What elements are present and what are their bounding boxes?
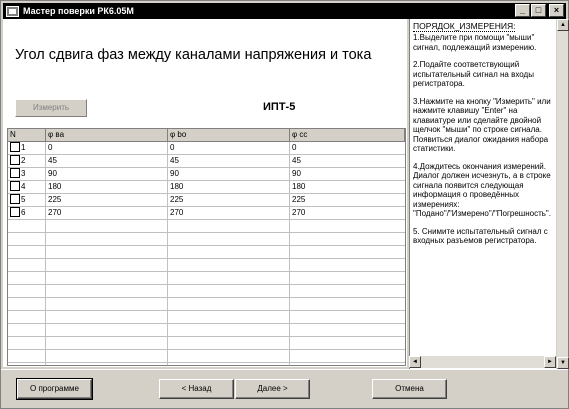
row-number-cell (8, 155, 46, 168)
empty-cell (8, 311, 46, 324)
empty-table-row[interactable] (8, 337, 405, 350)
table-row[interactable] (8, 168, 405, 181)
empty-cell (290, 298, 405, 311)
empty-table-row[interactable] (8, 350, 405, 363)
empty-cell (168, 233, 290, 246)
row-number: 2 (21, 156, 26, 165)
empty-cell (168, 324, 290, 337)
empty-cell (290, 272, 405, 285)
empty-table-row[interactable] (8, 272, 405, 285)
row-checkbox[interactable] (10, 194, 20, 204)
measure-button[interactable]: Измерить (15, 99, 87, 117)
row-checkbox[interactable] (10, 142, 20, 152)
phase-value-cell: 180 (292, 182, 306, 191)
row-number: 5 (21, 195, 26, 204)
phase-value-cell: 270 (46, 207, 168, 220)
empty-cell (290, 324, 405, 337)
empty-cell (46, 272, 168, 285)
column-header-phi-c[interactable]: φ cc (290, 129, 405, 142)
empty-cell (46, 350, 168, 363)
window-title: Мастер поверки РК6.05М (23, 6, 134, 16)
scroll-left-icon[interactable]: ◄ (409, 356, 421, 368)
empty-cell (290, 220, 405, 233)
empty-table-row[interactable] (8, 363, 405, 366)
help-horizontal-scrollbar[interactable] (409, 356, 556, 368)
page-title: Угол сдвига фаз между каналами напряжения и тока (15, 47, 372, 63)
empty-cell (8, 272, 46, 285)
phase-value-cell: 90 (168, 168, 290, 181)
empty-cell (290, 363, 405, 366)
row-number-cell (8, 168, 46, 181)
empty-cell (290, 246, 405, 259)
app-window-icon (6, 6, 19, 17)
phase-value-cell: 0 (292, 143, 297, 152)
row-number: 3 (21, 169, 26, 178)
signals-table (7, 128, 406, 366)
phase-value-cell: 45 (46, 155, 168, 168)
help-vertical-scrollbar[interactable] (556, 19, 568, 369)
empty-table-row[interactable] (8, 324, 405, 337)
empty-cell (8, 324, 46, 337)
empty-table-row[interactable] (8, 220, 405, 233)
empty-cell (46, 298, 168, 311)
device-label: ИПТ-5 (263, 101, 296, 113)
empty-cell (46, 363, 168, 366)
empty-cell (290, 311, 405, 324)
phase-value-cell: 270 (168, 207, 290, 220)
phase-value-cell: 90 (46, 168, 168, 181)
empty-cell (8, 233, 46, 246)
empty-cell (168, 337, 290, 350)
empty-cell (46, 337, 168, 350)
empty-cell (290, 285, 405, 298)
phase-value-cell: 225 (46, 194, 168, 207)
phase-value-cell: 180 (168, 181, 290, 194)
empty-cell (46, 246, 168, 259)
empty-table-row[interactable] (8, 285, 405, 298)
empty-table-row[interactable] (8, 233, 405, 246)
empty-cell (168, 285, 290, 298)
row-number-cell (8, 194, 46, 207)
help-step-2: 2.Подайте соответствующий испытательный сигнал на входы регистратора. (413, 60, 534, 88)
help-step-5: 5. Снимите испытательный сигнал с входных разъемов регистратора. (413, 226, 548, 245)
empty-cell (8, 259, 46, 272)
table-row[interactable] (8, 181, 405, 194)
title-bar[interactable] (3, 3, 566, 19)
help-step-4: 4.Дождитесь окончания измерений. Диалог должен исчезнуть, а в строке сигнала появится следующая информация о проведённых измерениях: "Подано"/"Измерено"/"Погрешность". (413, 161, 551, 218)
empty-table-row[interactable] (8, 311, 405, 324)
phase-value-cell: 180 (46, 181, 168, 194)
phase-value-cell: 270 (292, 208, 306, 217)
empty-table-row[interactable] (8, 246, 405, 259)
main-panel (3, 19, 407, 367)
empty-cell (46, 311, 168, 324)
table-row[interactable] (8, 142, 405, 155)
maximize-button[interactable]: □ (531, 4, 546, 17)
empty-cell (168, 259, 290, 272)
column-header-phi-a[interactable]: φ ва (46, 129, 168, 142)
table-row[interactable] (8, 207, 405, 220)
cancel-button[interactable]: Отмена (372, 379, 447, 399)
empty-cell (168, 298, 290, 311)
title-bar-buttons (515, 4, 564, 17)
empty-cell (168, 246, 290, 259)
empty-cell (46, 285, 168, 298)
empty-cell (8, 220, 46, 233)
empty-cell (290, 337, 405, 350)
empty-cell (8, 363, 46, 366)
help-panel (409, 19, 558, 369)
empty-cell (290, 233, 405, 246)
table-header (8, 129, 405, 142)
empty-cell (168, 220, 290, 233)
close-button[interactable]: × (549, 4, 564, 17)
empty-cell (168, 311, 290, 324)
empty-cell (8, 350, 46, 363)
row-number-cell (8, 181, 46, 194)
empty-cell (8, 285, 46, 298)
help-title: ПОРЯДОК_ИЗМЕРЕНИЯ: (413, 21, 516, 31)
empty-cell (8, 246, 46, 259)
help-step-1: 1.Выделите при помощи "мыши" сигнал, подлежащий измерению. (413, 33, 537, 52)
row-checkbox[interactable] (10, 181, 20, 191)
minimize-button[interactable]: _ (515, 4, 530, 17)
phase-value-cell: 45 (292, 156, 301, 165)
row-number-cell (8, 142, 46, 155)
empty-table-row[interactable] (8, 259, 405, 272)
empty-cell (168, 363, 290, 366)
back-button[interactable]: < Назад (159, 379, 234, 399)
scroll-down-icon[interactable]: ▼ (557, 357, 569, 369)
empty-cell (168, 272, 290, 285)
row-number: 6 (21, 208, 26, 217)
scroll-up-icon[interactable]: ▲ (557, 19, 569, 31)
row-checkbox[interactable] (10, 207, 20, 217)
phase-value-cell: 225 (292, 195, 306, 204)
empty-cell (46, 259, 168, 272)
column-header-phi-b[interactable]: φ bo (168, 129, 290, 142)
row-number-cell (8, 207, 46, 220)
empty-cell (290, 259, 405, 272)
phase-value-cell: 90 (292, 169, 301, 178)
phase-value-cell: 225 (168, 194, 290, 207)
row-checkbox[interactable] (10, 155, 20, 165)
empty-cell (8, 337, 46, 350)
phase-value-cell: 45 (168, 155, 290, 168)
help-step-3: 3.Нажмите на кнопку "Измерить" или нажмите клавишу "Enter" на клавиатуре или сделайте двойной щелчок "мыши" по строке сигнала. Появиться диалог ожидания набора статистики. (413, 96, 551, 153)
row-checkbox[interactable] (10, 168, 20, 178)
empty-table-row[interactable] (8, 298, 405, 311)
button-bar (1, 369, 568, 408)
about-button[interactable]: О программе (17, 379, 92, 399)
column-header-n[interactable]: N (8, 129, 46, 142)
next-button[interactable]: Далее > (235, 379, 310, 399)
empty-cell (8, 298, 46, 311)
scroll-right-icon[interactable]: ► (544, 356, 556, 368)
phase-value-cell: 0 (168, 142, 290, 155)
empty-cell (46, 324, 168, 337)
empty-cell (168, 350, 290, 363)
empty-cell (46, 233, 168, 246)
table-row[interactable] (8, 194, 405, 207)
empty-cell (290, 350, 405, 363)
row-number: 1 (21, 143, 26, 152)
phase-value-cell: 0 (46, 142, 168, 155)
row-number: 4 (21, 182, 26, 191)
table-row[interactable] (8, 155, 405, 168)
empty-cell (46, 220, 168, 233)
